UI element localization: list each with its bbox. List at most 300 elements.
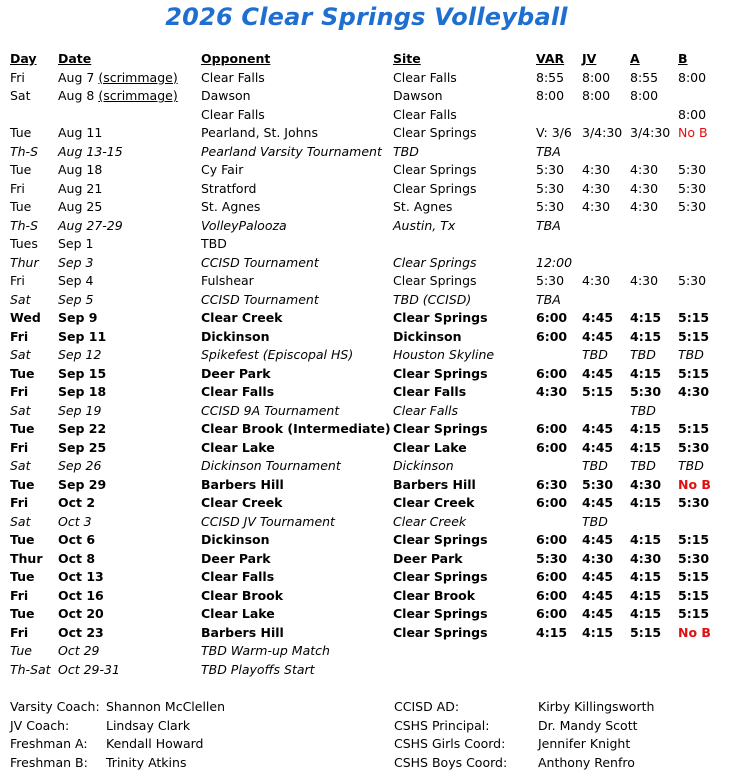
staff-name: Lindsay Clark	[106, 717, 191, 733]
cell-opponent: Deer Park	[201, 365, 271, 381]
cell-date	[58, 198, 201, 217]
cell-site: Clear Springs	[393, 421, 488, 436]
table-row	[10, 143, 722, 162]
cell-site: St. Agnes	[393, 199, 453, 214]
cell-a: TBD	[630, 458, 656, 473]
date-text: Sep 3	[58, 254, 94, 270]
cell-a: 4:15	[630, 328, 662, 344]
cell-var	[536, 402, 582, 421]
cell-b: 5:30	[678, 199, 707, 214]
cell-day: Tue	[10, 476, 35, 492]
staff-role: Freshman B:	[10, 754, 88, 770]
cell-site: Clear Springs	[393, 162, 477, 177]
cell-day: Sat	[10, 513, 31, 529]
cell-b: 8:00	[678, 69, 707, 85]
cell-b: 8:00	[678, 106, 707, 122]
cell-jv: 5:30	[582, 476, 614, 492]
cell-b: 4:30	[678, 384, 710, 399]
cell-day: Tue	[10, 421, 35, 436]
cell-a: 5:30	[630, 384, 662, 399]
date-text: Aug 11	[58, 125, 103, 140]
cell-opponent: St. Agnes	[201, 199, 261, 214]
cell-site: Clear Springs	[393, 624, 488, 640]
cell-a: 4:30	[630, 550, 662, 566]
date-text: Oct 16	[58, 587, 104, 603]
cell-var: 6:00	[536, 532, 568, 547]
cell-var	[536, 661, 582, 680]
cell-opponent: Clear Falls	[201, 106, 265, 122]
cell-var	[536, 513, 582, 532]
cell-var: 5:30	[536, 162, 565, 177]
cell-day: Th-Sat	[10, 661, 51, 677]
cell-var: 6:00	[536, 439, 568, 455]
cell-jv	[582, 291, 630, 310]
table-row	[10, 402, 722, 421]
cell-b: No B	[678, 624, 711, 640]
table-row	[10, 661, 722, 680]
cell-date	[58, 568, 201, 587]
date-text: Oct 3	[58, 513, 92, 529]
cell-site: Barbers Hill	[393, 476, 476, 492]
table-row	[10, 624, 722, 643]
cell-date	[58, 346, 201, 365]
cell-var: 5:30	[536, 180, 565, 196]
table-row	[10, 309, 722, 328]
cell-date	[58, 605, 201, 624]
date-text: Aug 13-15	[58, 143, 123, 159]
table-row	[10, 69, 722, 88]
cell-day: Tue	[10, 643, 32, 658]
cell-opponent: Clear Lake	[201, 606, 275, 621]
table-row	[10, 198, 722, 217]
cell-opponent: Fulshear	[201, 273, 254, 288]
cell-site: Clear Springs	[393, 569, 488, 584]
cell-jv: 4:45	[582, 421, 614, 436]
cell-var: 12:00	[536, 254, 573, 270]
table-row	[10, 106, 722, 125]
cell-day: Th-S	[10, 143, 39, 159]
staff-name: Trinity Atkins	[106, 754, 187, 770]
cell-b: 5:15	[678, 310, 710, 325]
cell-b	[678, 235, 722, 254]
cell-jv: 4:30	[582, 199, 611, 214]
cell-day: Sat	[10, 347, 31, 362]
cell-day: Sat	[10, 88, 31, 103]
date-note: (scrimmage)	[98, 88, 178, 103]
cell-opponent: Pearland, St. Johns	[201, 125, 318, 140]
cell-jv: 3/4:30	[582, 125, 623, 140]
staff-role: Freshman A:	[10, 736, 88, 751]
table-row	[10, 217, 722, 236]
cell-b: No B	[678, 125, 708, 140]
cell-b: 5:30	[678, 439, 710, 455]
header-var: VAR	[536, 51, 565, 66]
cell-jv	[582, 217, 630, 236]
cell-date	[58, 272, 201, 291]
cell-jv: 4:45	[582, 532, 614, 547]
cell-var	[536, 642, 582, 661]
cell-site: Clear Falls	[393, 384, 467, 399]
cell-date	[58, 291, 201, 310]
header-day: Day	[10, 51, 37, 66]
cell-opponent: TBD Warm-up Match	[201, 643, 330, 658]
cell-jv: 4:45	[582, 606, 614, 621]
cell-opponent: CCISD Tournament	[201, 291, 319, 307]
cell-opponent: Clear Creek	[201, 495, 283, 510]
cell-a: 4:15	[630, 495, 662, 510]
cell-opponent: Clear Falls	[201, 69, 265, 85]
table-row	[10, 494, 722, 513]
date-text: Sep 29	[58, 476, 107, 492]
cell-a: 4:15	[630, 421, 662, 436]
cell-jv: 8:00	[582, 88, 611, 103]
cell-jv: 4:45	[582, 495, 614, 510]
header-date: Date	[58, 51, 92, 66]
table-row	[10, 550, 722, 569]
cell-opponent: Spikefest (Episcopal HS)	[201, 347, 354, 362]
cell-jv: 4:45	[582, 569, 614, 584]
cell-var: 6:00	[536, 310, 568, 325]
cell-day: Sat	[10, 402, 31, 418]
cell-site: Dickinson	[393, 328, 462, 344]
cell-date	[58, 550, 201, 569]
cell-a: TBD	[630, 347, 656, 362]
cell-jv: 4:45	[582, 310, 614, 325]
cell-opponent: Clear Lake	[201, 439, 275, 455]
cell-b: 5:15	[678, 587, 710, 603]
date-text: Sep 26	[58, 458, 102, 473]
cell-day: Fri	[10, 273, 25, 288]
cell-a: 4:15	[630, 310, 662, 325]
cell-opponent: Barbers Hill	[201, 624, 284, 640]
cell-a	[630, 661, 678, 680]
date-text: Sep 9	[58, 310, 98, 325]
table-row	[10, 531, 722, 550]
cell-day: Fri	[10, 624, 29, 640]
cell-b: TBD	[678, 347, 704, 362]
page-title: 2026 Clear Springs Volleyball	[165, 3, 568, 31]
cell-day: Thur	[10, 550, 43, 566]
table-row	[10, 476, 722, 495]
cell-site: Clear Falls	[393, 106, 457, 122]
table-row	[10, 513, 722, 532]
cell-day: Fri	[10, 439, 29, 455]
cell-var: TBA	[536, 217, 561, 233]
table-row	[10, 365, 722, 384]
date-text: Oct 6	[58, 532, 96, 547]
cell-var: 4:30	[536, 384, 568, 399]
cell-var: 5:30	[536, 199, 565, 214]
table-row	[10, 124, 722, 143]
cell-b: 5:30	[678, 162, 707, 177]
cell-date	[58, 661, 201, 680]
cell-b	[678, 254, 722, 273]
cell-site: Clear Springs	[393, 125, 477, 140]
cell-a: 4:15	[630, 606, 662, 621]
cell-var	[536, 457, 582, 476]
staff-role: CCISD AD:	[394, 699, 460, 714]
date-text: Sep 25	[58, 439, 107, 455]
cell-date	[58, 217, 201, 236]
cell-a: 4:30	[630, 273, 659, 288]
cell-var: 8:55	[536, 69, 565, 85]
cell-date	[58, 624, 201, 643]
cell-var: 6:00	[536, 495, 568, 510]
cell-day: Fri	[10, 180, 25, 196]
cell-b	[678, 513, 722, 532]
cell-opponent: CCISD Tournament	[201, 254, 319, 270]
cell-site: Clear Springs	[393, 606, 488, 621]
cell-jv: TBD	[582, 347, 608, 362]
date-text: Sep 4	[58, 273, 94, 288]
cell-b	[678, 143, 722, 162]
cell-var	[536, 346, 582, 365]
cell-a: 4:30	[630, 199, 659, 214]
cell-date	[58, 328, 201, 347]
cell-opponent: Deer Park	[201, 550, 271, 566]
cell-opponent: Clear Creek	[201, 310, 283, 325]
cell-day: Fri	[10, 495, 29, 510]
cell-var: V: 3/6	[536, 125, 572, 140]
cell-date	[58, 124, 201, 143]
cell-var	[536, 235, 582, 254]
header-b: B	[678, 51, 688, 66]
cell-b	[678, 87, 722, 106]
cell-site: Clear Springs	[393, 365, 488, 381]
schedule-body	[10, 69, 722, 680]
cell-var	[536, 106, 582, 125]
staff-role: CSHS Boys Coord:	[394, 754, 508, 770]
cell-jv: 4:30	[582, 550, 614, 566]
date-text: Aug 25	[58, 199, 103, 214]
cell-b: 5:30	[678, 550, 710, 566]
date-note: (scrimmage)	[98, 69, 178, 85]
table-row	[10, 642, 722, 661]
date-text: Sep 5	[58, 291, 94, 307]
cell-opponent: CCISD 9A Tournament	[201, 402, 340, 418]
cell-site: TBD (CCISD)	[393, 291, 472, 307]
cell-date	[58, 513, 201, 532]
header-opponent: Opponent	[201, 51, 271, 66]
cell-var: 8:00	[536, 88, 565, 103]
cell-b	[678, 291, 722, 310]
cell-day: Tue	[10, 532, 35, 547]
cell-jv: 4:45	[582, 365, 614, 381]
cell-jv: 5:15	[582, 384, 614, 399]
date-text: Aug 7	[58, 69, 99, 85]
staff-name: Kirby Killingsworth	[538, 699, 655, 714]
cell-jv	[582, 254, 630, 273]
cell-opponent: Clear Brook	[201, 587, 284, 603]
cell-b: 5:15	[678, 328, 710, 344]
cell-a: 4:30	[630, 162, 659, 177]
cell-date	[58, 402, 201, 421]
table-row	[10, 457, 722, 476]
cell-site: Clear Creek	[393, 495, 475, 510]
cell-b: 5:15	[678, 606, 710, 621]
table-row	[10, 605, 722, 624]
cell-b: TBD	[678, 458, 704, 473]
cell-var: 5:30	[536, 550, 568, 566]
cell-a: 8:00	[630, 88, 659, 103]
cell-day: Wed	[10, 310, 41, 325]
cell-opponent: Cy Fair	[201, 162, 244, 177]
cell-site: Clear Springs	[393, 273, 477, 288]
cell-b: 5:15	[678, 365, 710, 381]
table-row	[10, 87, 722, 106]
cell-jv: TBD	[582, 513, 608, 529]
cell-jv	[582, 661, 630, 680]
cell-date	[58, 309, 201, 328]
header-jv: JV	[582, 51, 597, 66]
table-row	[10, 439, 722, 458]
cell-site	[393, 235, 536, 254]
cell-site: Clear Springs	[393, 254, 477, 270]
cell-day: Fri	[10, 587, 29, 603]
cell-a: 4:15	[630, 532, 662, 547]
cell-opponent: CCISD JV Tournament	[201, 513, 335, 529]
cell-a: 4:15	[630, 365, 662, 381]
cell-date	[58, 642, 201, 661]
staff-role: Varsity Coach:	[10, 699, 100, 714]
staff-name: Kendall Howard	[106, 736, 204, 751]
cell-var: 6:00	[536, 569, 568, 584]
cell-site: Clear Springs	[393, 532, 488, 547]
date-text: Sep 18	[58, 384, 107, 399]
cell-date	[58, 161, 201, 180]
cell-day: Tue	[10, 199, 32, 214]
date-text: Oct 29-31	[58, 661, 120, 677]
cell-site: Austin, Tx	[393, 217, 456, 233]
cell-b: 5:15	[678, 421, 710, 436]
cell-a: 4:15	[630, 439, 662, 455]
cell-day: Fri	[10, 328, 29, 344]
cell-var: 6:00	[536, 328, 568, 344]
cell-site: Clear Brook	[393, 587, 476, 603]
cell-var: TBA	[536, 291, 561, 307]
cell-day: Fri	[10, 69, 25, 85]
cell-a	[630, 235, 678, 254]
cell-day: Sat	[10, 291, 31, 307]
cell-jv: 4:45	[582, 439, 614, 455]
date-text: Sep 11	[58, 328, 107, 344]
date-text: Sep 15	[58, 365, 107, 381]
date-text: Aug 18	[58, 162, 103, 177]
cell-site	[393, 661, 536, 680]
staff-role: CSHS Girls Coord:	[394, 736, 506, 751]
date-text: Aug 27-29	[58, 217, 123, 233]
date-text: Oct 13	[58, 569, 104, 584]
cell-var: 6:00	[536, 365, 568, 381]
cell-a: 4:30	[630, 476, 662, 492]
cell-site: Deer Park	[393, 550, 463, 566]
cell-opponent: Pearland Varsity Tournament	[201, 143, 382, 159]
header-site: Site	[393, 51, 421, 66]
cell-opponent: Dickinson Tournament	[201, 458, 341, 473]
cell-date	[58, 87, 201, 106]
cell-day: Tues	[10, 236, 38, 251]
cell-a: 4:15	[630, 569, 662, 584]
cell-date	[58, 476, 201, 495]
cell-day	[10, 106, 58, 125]
cell-site: Clear Springs	[393, 180, 477, 196]
cell-site: TBD	[393, 143, 419, 159]
cell-b: 5:15	[678, 569, 710, 584]
cell-site: Clear Creek	[393, 513, 467, 529]
cell-var: 6:00	[536, 421, 568, 436]
cell-b	[678, 661, 722, 680]
date-text: Aug 21	[58, 180, 103, 196]
date-text: Sep 1	[58, 236, 94, 251]
table-row	[10, 420, 722, 439]
cell-a: 3/4:30	[630, 125, 671, 140]
table-row	[10, 328, 722, 347]
cell-b: No B	[678, 476, 711, 492]
cell-opponent: TBD Playoffs Start	[201, 661, 315, 677]
cell-opponent: Clear Brook (Intermediate)	[201, 421, 391, 436]
cell-jv	[582, 106, 630, 125]
cell-jv: 4:30	[582, 180, 611, 196]
cell-b: 5:15	[678, 532, 710, 547]
cell-site: Dickinson	[393, 458, 454, 473]
date-text: Sep 19	[58, 402, 102, 418]
table-row	[10, 346, 722, 365]
cell-date	[58, 365, 201, 384]
cell-date	[58, 587, 201, 606]
cell-b	[678, 402, 722, 421]
cell-site	[393, 642, 536, 661]
cell-date	[58, 69, 201, 88]
cell-jv: 4:30	[582, 162, 611, 177]
cell-var: 6:00	[536, 606, 568, 621]
cell-opponent: Barbers Hill	[201, 476, 284, 492]
cell-a	[630, 291, 678, 310]
cell-date	[58, 531, 201, 550]
cell-a	[630, 513, 678, 532]
cell-var: 5:30	[536, 273, 565, 288]
cell-date	[58, 106, 201, 125]
cell-jv: 8:00	[582, 69, 611, 85]
cell-site: Clear Springs	[393, 310, 488, 325]
cell-opponent: Dickinson	[201, 328, 270, 344]
staff-name: Jennifer Knight	[538, 736, 631, 751]
cell-a	[630, 106, 678, 125]
cell-site: Dawson	[393, 88, 443, 103]
date-text: Sep 22	[58, 421, 107, 436]
table-row	[10, 161, 722, 180]
cell-opponent: Dickinson	[201, 532, 270, 547]
cell-date	[58, 383, 201, 402]
cell-opponent: Clear Falls	[201, 569, 275, 584]
date-text: Oct 8	[58, 550, 96, 566]
cell-day: Th-S	[10, 217, 39, 233]
schedule-table	[10, 50, 722, 679]
date-text: Oct 20	[58, 606, 104, 621]
table-row	[10, 254, 722, 273]
table-row	[10, 587, 722, 606]
cell-b	[678, 642, 722, 661]
cell-opponent: Dawson	[201, 88, 251, 103]
cell-jv: 4:15	[582, 624, 614, 640]
cell-day: Sat	[10, 458, 31, 473]
header-row	[10, 50, 722, 69]
cell-jv: 4:45	[582, 328, 614, 344]
cell-day: Tue	[10, 125, 32, 140]
cell-b: 5:30	[678, 273, 707, 288]
cell-jv	[582, 642, 630, 661]
cell-opponent: Clear Falls	[201, 384, 275, 399]
cell-jv: 4:30	[582, 273, 611, 288]
